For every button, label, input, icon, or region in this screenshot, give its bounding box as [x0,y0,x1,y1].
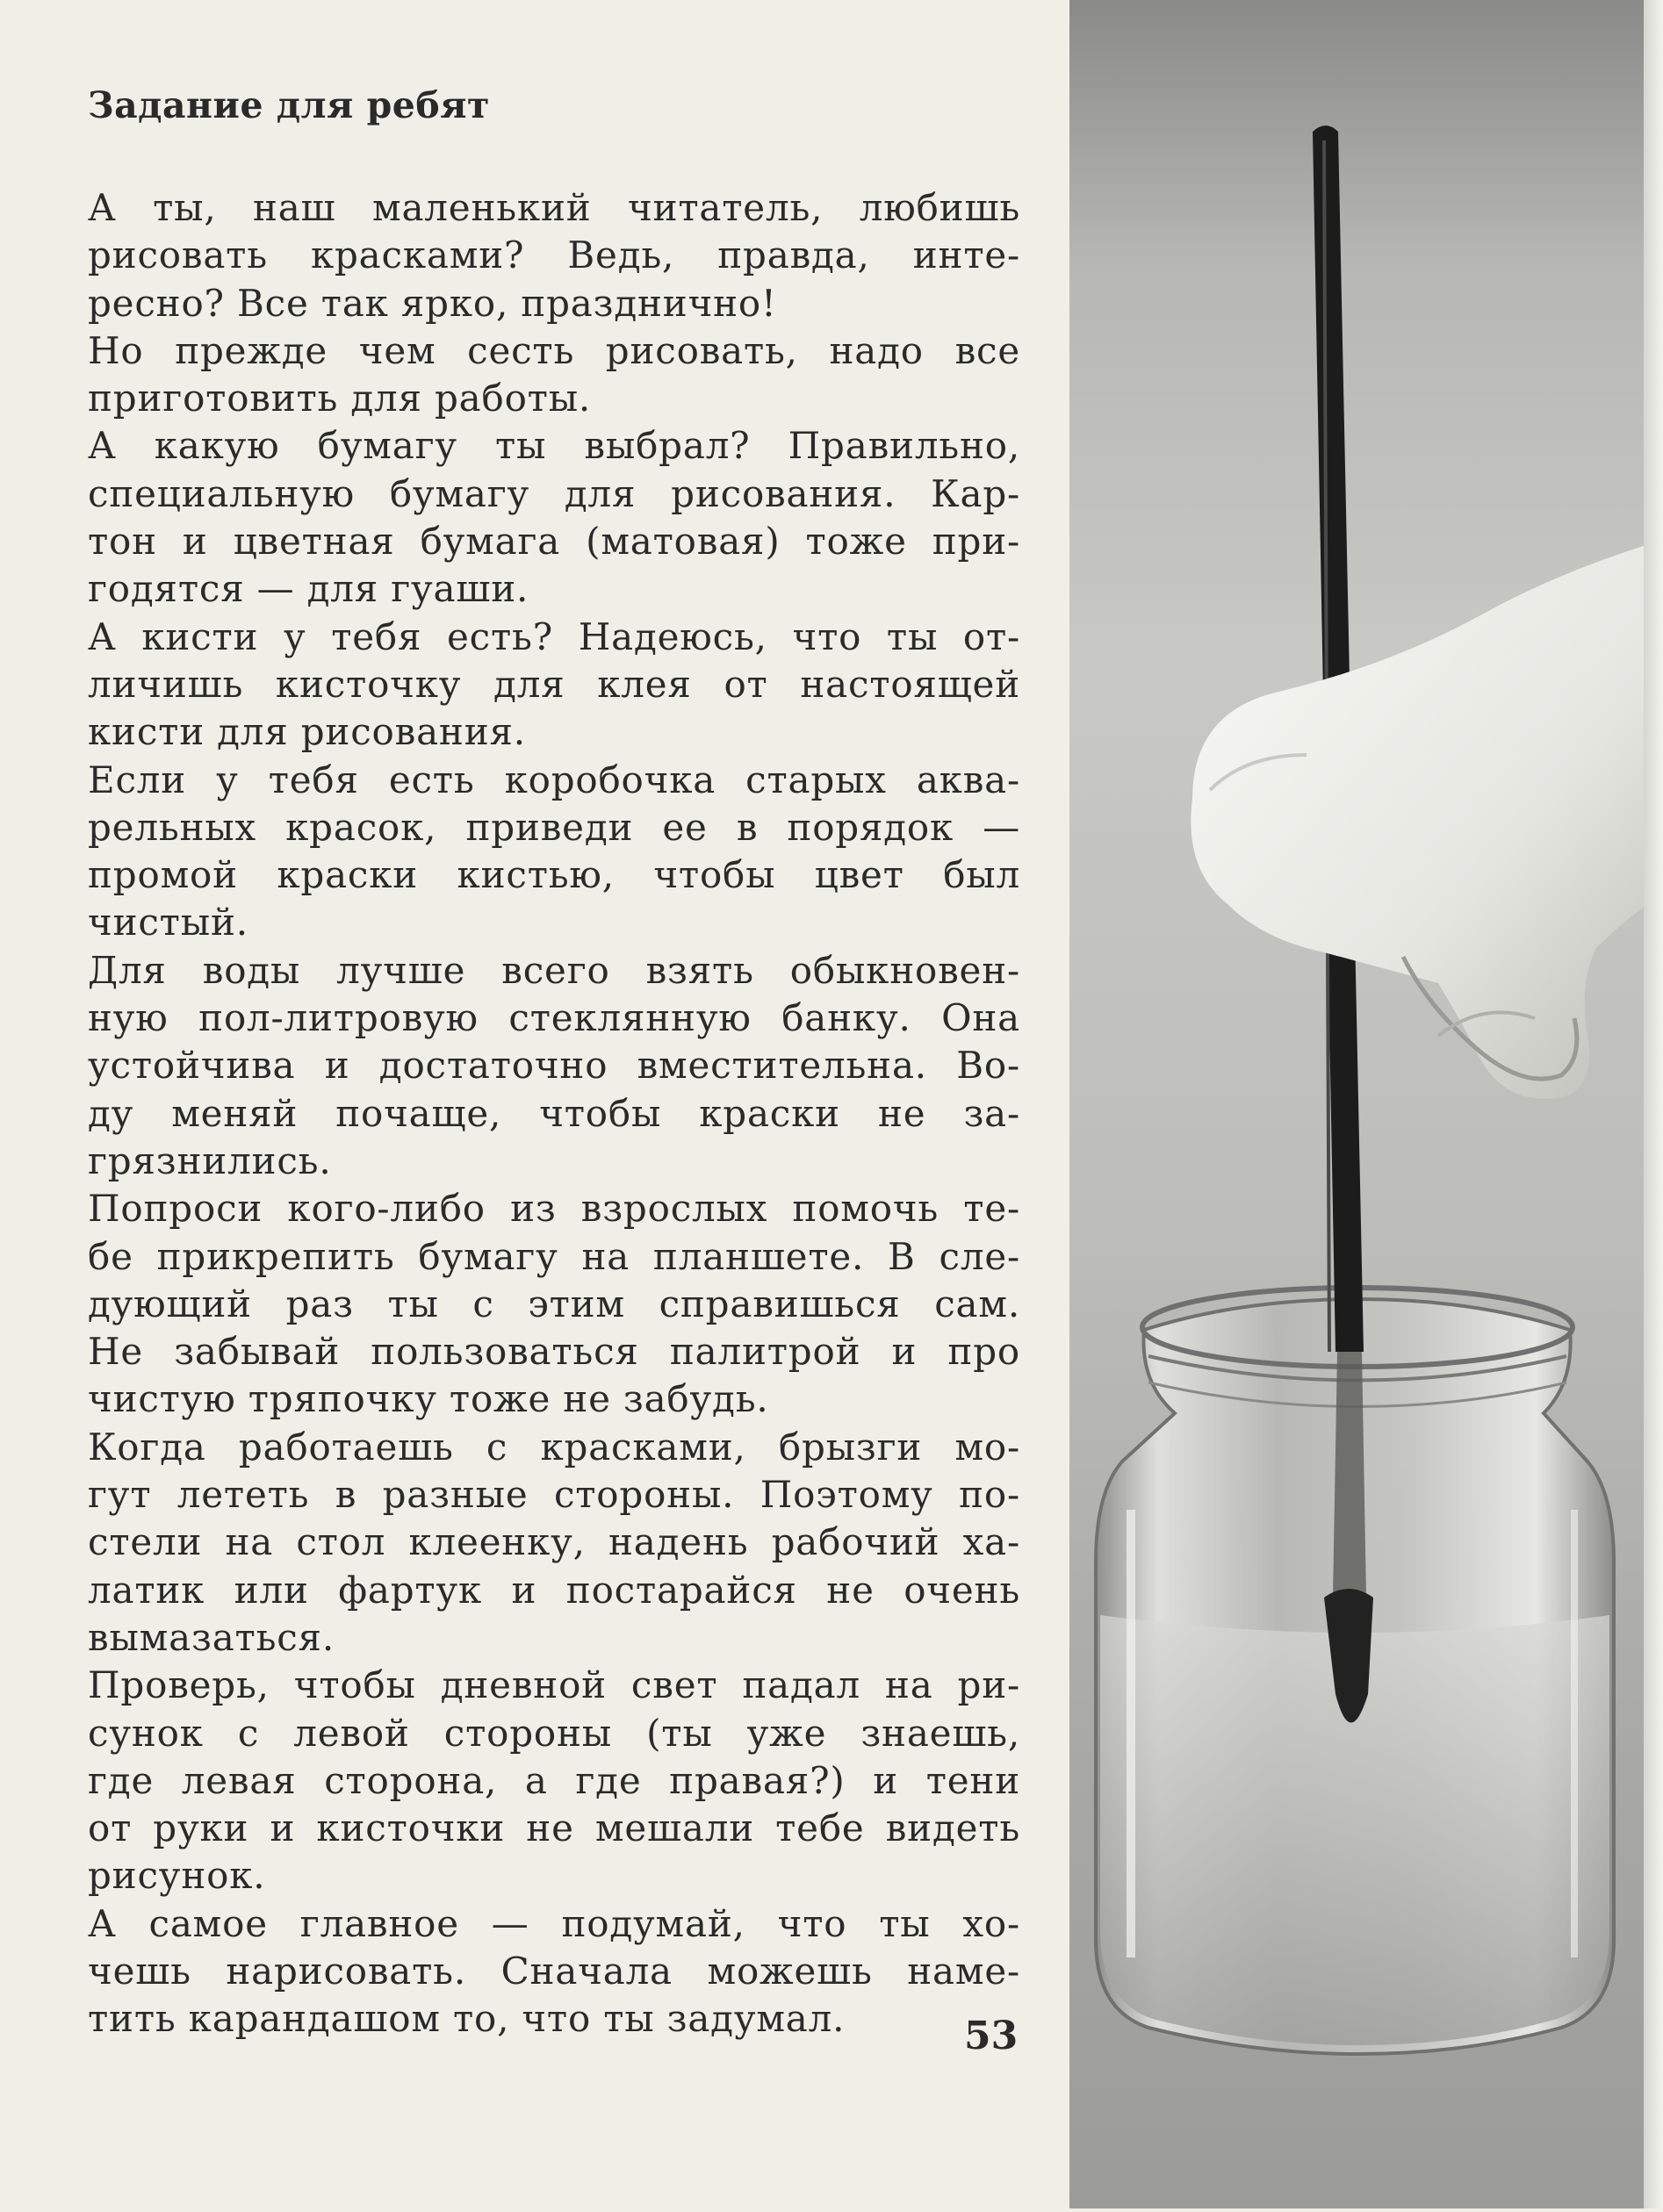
text-line: промой краски кистью, чтобы цвет был [88,853,1020,897]
text-line: А кисти у тебя есть? Надеюсь, что ты от- [88,614,1020,658]
text-line: Если у тебя есть коробочка старых аква- [88,758,1020,801]
text-line: Но прежде чем сесть рисовать, надо все [88,328,1020,372]
text-line: гут лететь в разные стороны. Поэтому по- [88,1473,1020,1517]
photo-illustration [1069,0,1663,2208]
text-line: А ты, наш маленький читатель, любишь [88,186,1020,229]
text-line: грязнились. [88,1138,332,1182]
text-line: А какую бумагу ты выбрал? Правильно, [88,424,1020,468]
body-text [88,184,1020,2043]
text-line: ду меняй почаще, чтобы краски не за- [88,1091,1020,1135]
text-line: ресно? Все так ярко, празднично! [88,281,777,325]
text-line: тон и цветная бумага (матовая) тоже при- [88,520,1020,564]
text-line: где левая сторона, а где правая?) и тени [88,1758,1020,1802]
text-line: чистую тряпочку тоже не забудь. [88,1377,769,1421]
text-line: устойчива и достаточно вместительна. Во- [88,1044,1020,1088]
text-line: стели на стол клеенку, надень рабочий ха- [88,1520,1020,1564]
text-line: А самое главное — подумай, что ты хо- [88,1901,1020,1945]
text-line: Не забывай пользоваться палитрой и про [88,1330,1020,1374]
text-line: от руки и кисточки не мешали тебе видеть [88,1806,1020,1850]
hand [1191,540,1663,1099]
text-line: сунок с левой стороны (ты уже знаешь, [88,1711,1020,1755]
text-line: Когда работаешь с красками, брызги мо- [88,1425,1020,1469]
section-heading: Задание для ребят [88,84,490,126]
text-line: рисовать красками? Ведь, правда, инте- [88,233,1020,277]
text-line: вымазаться. [88,1615,335,1659]
text-line: специальную бумагу для рисования. Кар- [88,471,1020,515]
text-line: ную пол-литровую стеклянную банку. Она [88,996,1020,1040]
text-line: чешь нарисовать. Сначала можешь наме- [88,1949,1020,1993]
text-line: рисунок. [88,1854,266,1898]
text-line: рельных красок, приведи ее в порядок — [88,805,1020,849]
text-line: чистый. [88,901,248,944]
text-line: бе прикрепить бумагу на планшете. В сле- [88,1234,1020,1278]
text-line: Попроси кого-либо из взрослых помочь те- [88,1187,1020,1231]
photo-brush-in-jar [1069,0,1663,2208]
page-edge [1644,0,1663,2208]
text-line: Проверь, чтобы дневной свет падал на ри- [88,1663,1020,1707]
text-line: тить карандашом то, что ты задумал. [88,1997,846,2041]
text-line: личишь кисточку для клея от настоящей [88,662,1020,706]
text-line: Для воды лучше всего взять обыкновен- [88,948,1020,992]
text-line: приготовить для работы. [88,377,592,420]
text-line: кисти для рисования. [88,710,526,754]
page-number: 53 [964,2014,1019,2058]
text-line: годятся — для гуаши. [88,567,529,611]
text-line: латик или фартук и постарайся не очень [88,1568,1020,1612]
text-line: дующий раз ты с этим справишься сам. [88,1282,1020,1325]
